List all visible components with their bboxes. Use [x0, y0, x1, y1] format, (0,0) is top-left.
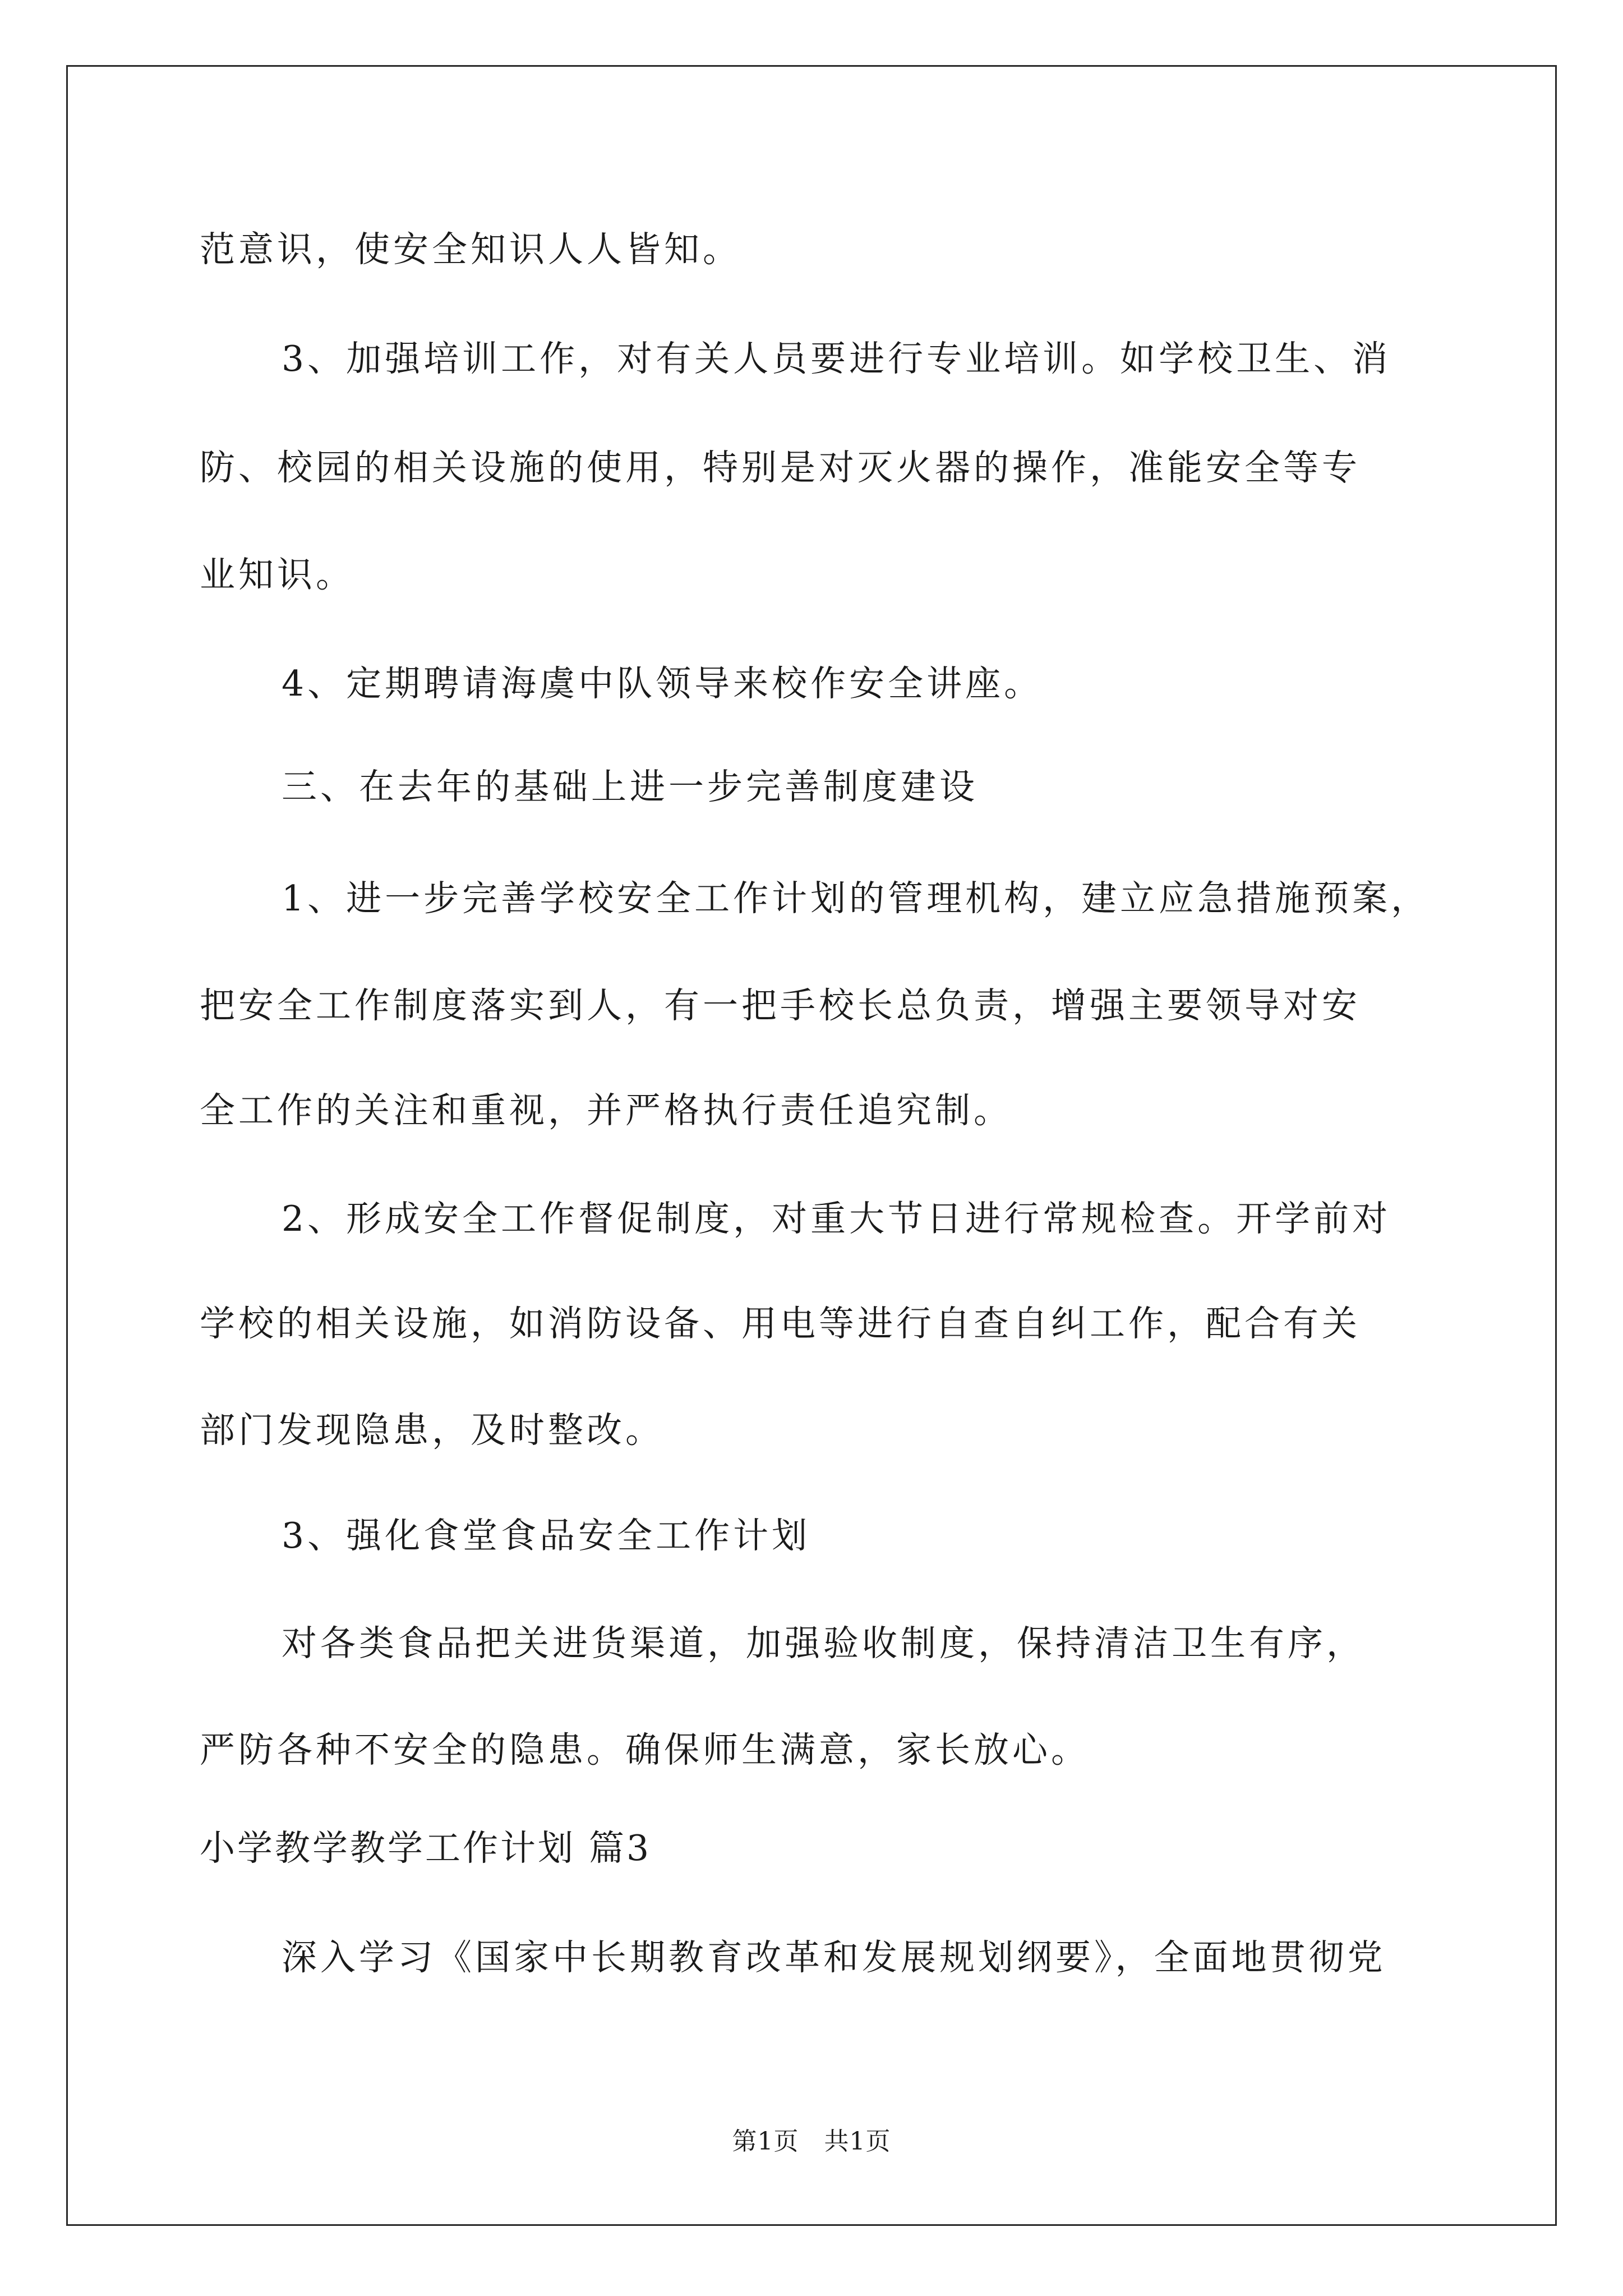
section-heading: 三、在去年的基础上进一步完善制度建设 [282, 766, 978, 807]
text-line: 4、定期聘请海虞中队领导来校作安全讲座。 [282, 663, 1043, 704]
section-title: 小学教学教学工作计划 篇3 [200, 1828, 652, 1869]
text-line: 3、加强培训工作，对有关人员要进行专业培训。如学校卫生、消 [282, 338, 1391, 379]
text-line: 业知识。 [200, 554, 354, 595]
text-line: 2、形成安全工作督促制度，对重大节日进行常规检查。开学前对 [282, 1198, 1391, 1239]
text-line: 全工作的关注和重视，并严格执行责任追究制。 [200, 1090, 1012, 1131]
text-line: 范意识，使安全知识人人皆知。 [200, 229, 741, 270]
page-frame [66, 65, 1557, 2226]
page-number-footer: 第1页 共1页 [732, 2127, 891, 2156]
text-line: 1、进一步完善学校安全工作计划的管理机构，建立应急措施预案， [282, 878, 1430, 919]
text-line: 深入学习《国家中长期教育改革和发展规划纲要》，全面地贯彻党 [282, 1937, 1386, 1978]
text-line: 把安全工作制度落实到人，有一把手校长总负责，增强主要领导对安 [200, 985, 1361, 1026]
text-line: 严防各种不安全的隐患。确保师生满意，家长放心。 [200, 1729, 1090, 1770]
text-line: 3、强化食堂食品安全工作计划 [282, 1515, 811, 1556]
text-line: 部门发现隐患，及时整改。 [200, 1410, 664, 1451]
text-line: 防、校园的相关设施的使用，特别是对灭火器的操作，准能安全等专 [200, 447, 1361, 488]
text-line: 学校的相关设施，如消防设备、用电等进行自查自纠工作，配合有关 [200, 1303, 1361, 1344]
text-line: 对各类食品把关进货渠道，加强验收制度，保持清洁卫生有序， [282, 1623, 1365, 1664]
